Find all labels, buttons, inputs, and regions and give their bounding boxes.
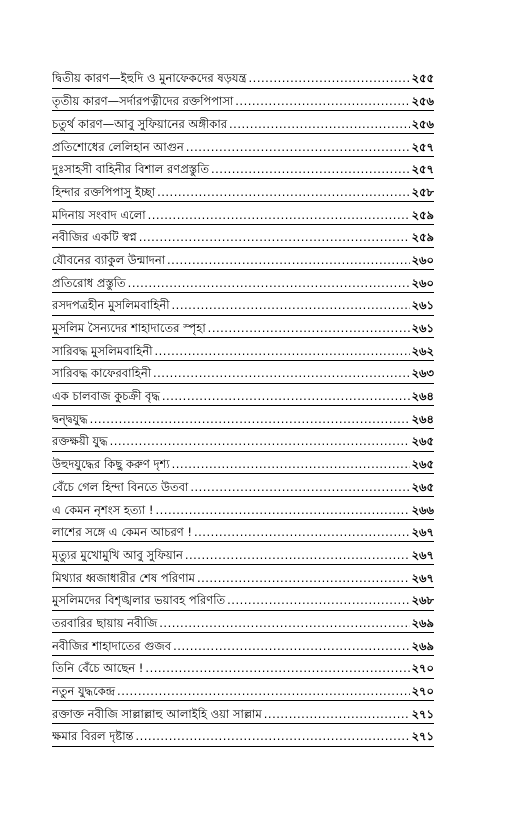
- toc-entry-title: তিনি বেঁচে আছেন !: [52, 661, 144, 676]
- dot-leader: [90, 413, 410, 428]
- toc-entry-title: সারিবদ্ধ কাফেরবাহিনী: [52, 366, 151, 381]
- dot-leader: [235, 95, 409, 110]
- toc-entry-title: মুসলিমদের বিশৃঙ্খলার ভয়াবহ পরিণতি: [52, 593, 226, 608]
- toc-entry: [52, 474, 434, 497]
- toc-entry-title: দ্বিতীয় কারণ—ইহুদি ও মুনাফেকদের ষড়যন্ত্র: [52, 71, 247, 86]
- toc-entry-page: ২৭০: [411, 661, 434, 676]
- dot-leader: [128, 277, 410, 292]
- toc-entry-page: ২৬৩: [411, 366, 434, 381]
- toc-entry: [52, 202, 434, 225]
- dot-leader: [117, 685, 410, 700]
- toc-entry-page: ২৬৯: [411, 638, 434, 653]
- dot-leader: [227, 594, 409, 609]
- toc-entry-page: ২৬৭: [411, 547, 434, 562]
- dot-leader: [159, 617, 409, 632]
- dot-leader: [197, 572, 410, 587]
- toc-entry: [52, 179, 434, 202]
- toc-entry-page: ২৫৫: [411, 71, 434, 86]
- dot-leader: [167, 254, 410, 269]
- toc-entry-page: ২৫৬: [411, 116, 434, 131]
- toc-entry: [52, 111, 434, 134]
- toc-entry-page: ২৬৯: [411, 615, 434, 630]
- dot-leader: [157, 186, 410, 201]
- toc-entry: [52, 679, 434, 702]
- toc-entry-title: প্রতিরোধ প্রস্তুতি: [52, 275, 126, 290]
- toc-entry: [52, 225, 434, 248]
- toc-entry-title: মুসলিম সৈন্যদের শাহাদাতের স্পৃহা: [52, 321, 206, 336]
- toc-entry-title: দ্বন্দ্বযুদ্ধ: [52, 411, 88, 426]
- toc-entry-page: ২৭১: [411, 729, 434, 744]
- dot-leader: [208, 322, 410, 337]
- toc-entry-page: ২৫৯: [411, 207, 434, 222]
- toc-entry-page: ২৬১: [411, 321, 434, 336]
- toc-entry-title: যৌবনের ব্যাকুল উন্মাদনা: [52, 252, 166, 267]
- dot-leader: [229, 118, 410, 133]
- toc-entry: [52, 338, 434, 361]
- toc-entry-title: হিন্দার রক্তপিপাসু ইচ্ছা: [52, 184, 156, 199]
- dot-leader: [148, 209, 410, 224]
- toc-entry: [52, 588, 434, 611]
- toc-entry-page: ২৬৫: [411, 457, 434, 472]
- toc-entry-title: সারিবদ্ধ মুসলিমবাহিনী: [52, 343, 153, 358]
- toc-entry-title: রক্তক্ষয়ী যুদ্ধ: [52, 434, 108, 449]
- toc-entry-title: প্রতিশোধের লেলিহান আগুন: [52, 139, 184, 154]
- toc-entry-page: ২৬৬: [411, 502, 434, 517]
- toc-entry: [52, 724, 434, 747]
- toc-entry-page: ২৫৮: [411, 184, 434, 199]
- toc-entry-title: ক্ষমার বিরল দৃষ্টান্ত: [52, 729, 134, 744]
- toc-entry-title: বেঁচে গেল হিন্দা বিনতে উতবা: [52, 479, 189, 494]
- toc-entry: [52, 361, 434, 384]
- toc-entry-page: ২৬৭: [411, 525, 434, 540]
- dot-leader: [172, 299, 410, 314]
- toc-entry-title: এ কেমন নৃশংস হত্যা !: [52, 502, 154, 517]
- dot-leader: [172, 458, 410, 473]
- toc-entry-title: রক্তাক্ত নবীজি সাল্লাল্লাহু আলাইহি ওয়া সাল্লাম: [52, 706, 262, 721]
- toc-entry-page: ২৬৫: [411, 434, 434, 449]
- dot-leader: [110, 435, 410, 450]
- toc-entry: [52, 497, 434, 520]
- toc-entry: [52, 701, 434, 724]
- toc-entry: [52, 656, 434, 679]
- dot-leader: [155, 345, 410, 360]
- toc-entry-title: নবীজির একটি স্বপ্ন: [52, 230, 137, 245]
- dot-leader: [211, 163, 410, 178]
- toc-entry-page: ২৬৪: [411, 389, 434, 404]
- toc-entry: [52, 157, 434, 180]
- toc-entry: [52, 520, 434, 543]
- dot-leader: [194, 526, 410, 541]
- toc-entry-page: ২৭০: [411, 684, 434, 699]
- dot-leader: [249, 72, 410, 87]
- dot-leader: [135, 730, 409, 745]
- toc-entry-title: তৃতীয় কারণ—সর্দারপত্নীদের রক্তপিপাসা: [52, 94, 234, 109]
- table-of-contents: [52, 66, 434, 747]
- toc-entry: [52, 633, 434, 656]
- dot-leader: [139, 231, 410, 246]
- toc-entry: [52, 406, 434, 429]
- toc-entry: [52, 134, 434, 157]
- toc-entry-page: ২৬২: [411, 343, 434, 358]
- toc-entry: [52, 542, 434, 565]
- dot-leader: [264, 708, 410, 723]
- toc-entry: [52, 565, 434, 588]
- toc-entry-title: দুঃসাহসী বাহিনীর বিশাল রণপ্রস্তুতি: [52, 162, 209, 177]
- dot-leader: [173, 640, 409, 655]
- toc-entry: [52, 429, 434, 452]
- toc-entry-page: ২৬৭: [411, 570, 434, 585]
- toc-entry-title: মৃত্যুর মুখোমুখি আবু সুফিয়ান: [52, 547, 183, 562]
- toc-entry-title: রসদপত্রহীন মুসলিমবাহিনী: [52, 298, 170, 313]
- toc-entry: [52, 66, 434, 89]
- toc-entry-page: ২৬০: [411, 252, 434, 267]
- toc-entry: [52, 316, 434, 339]
- dot-leader: [185, 549, 410, 564]
- dot-leader: [186, 141, 410, 156]
- toc-entry-page: ২৬১: [411, 298, 434, 313]
- dot-leader: [145, 662, 409, 677]
- toc-entry: [52, 384, 434, 407]
- toc-entry-page: ২৬০: [411, 275, 434, 290]
- dot-leader: [162, 390, 410, 405]
- toc-entry-page: ২৫৭: [411, 162, 434, 177]
- toc-entry-title: মিথ্যার ধ্বজাধারীর শেষ পরিণাম: [52, 570, 195, 585]
- toc-entry-page: ২৬৪: [411, 411, 434, 426]
- toc-entry: [52, 293, 434, 316]
- toc-entry-title: নতুন যুদ্ধকেন্দ্র: [52, 684, 116, 699]
- toc-entry-title: তরবারির ছায়ায় নবীজি: [52, 615, 158, 630]
- dot-leader: [153, 367, 410, 382]
- toc-entry: [52, 89, 434, 112]
- toc-entry-page: ২৫৬: [411, 94, 434, 109]
- toc-entry: [52, 270, 434, 293]
- toc-entry-page: ২৭১: [411, 706, 434, 721]
- toc-entry-page: ২৬৮: [411, 593, 434, 608]
- toc-entry-title: এক চালবাজ কুচক্রী বৃদ্ধ: [52, 389, 160, 404]
- toc-entry-page: ২৫৭: [411, 139, 434, 154]
- toc-entry-title: মদিনায় সংবাদ এলো: [52, 207, 146, 222]
- toc-entry: [52, 248, 434, 271]
- dot-leader: [156, 504, 410, 519]
- toc-entry-title: চতুর্থ কারণ—আবু সুফিয়ানের অঙ্গীকার: [52, 116, 228, 131]
- toc-entry-title: উহুদযুদ্ধের কিছু করুণ দৃশ্য: [52, 457, 170, 472]
- toc-entry-page: ২৬৫: [411, 479, 434, 494]
- toc-entry-title: নবীজির শাহাদাতের গুজব: [52, 638, 172, 653]
- toc-entry-title: লাশের সঙ্গে এ কেমন আচরণ !: [52, 525, 192, 540]
- toc-entry-page: ২৫৯: [411, 230, 434, 245]
- toc-entry: [52, 452, 434, 475]
- toc-entry: [52, 611, 434, 634]
- dot-leader: [190, 481, 409, 496]
